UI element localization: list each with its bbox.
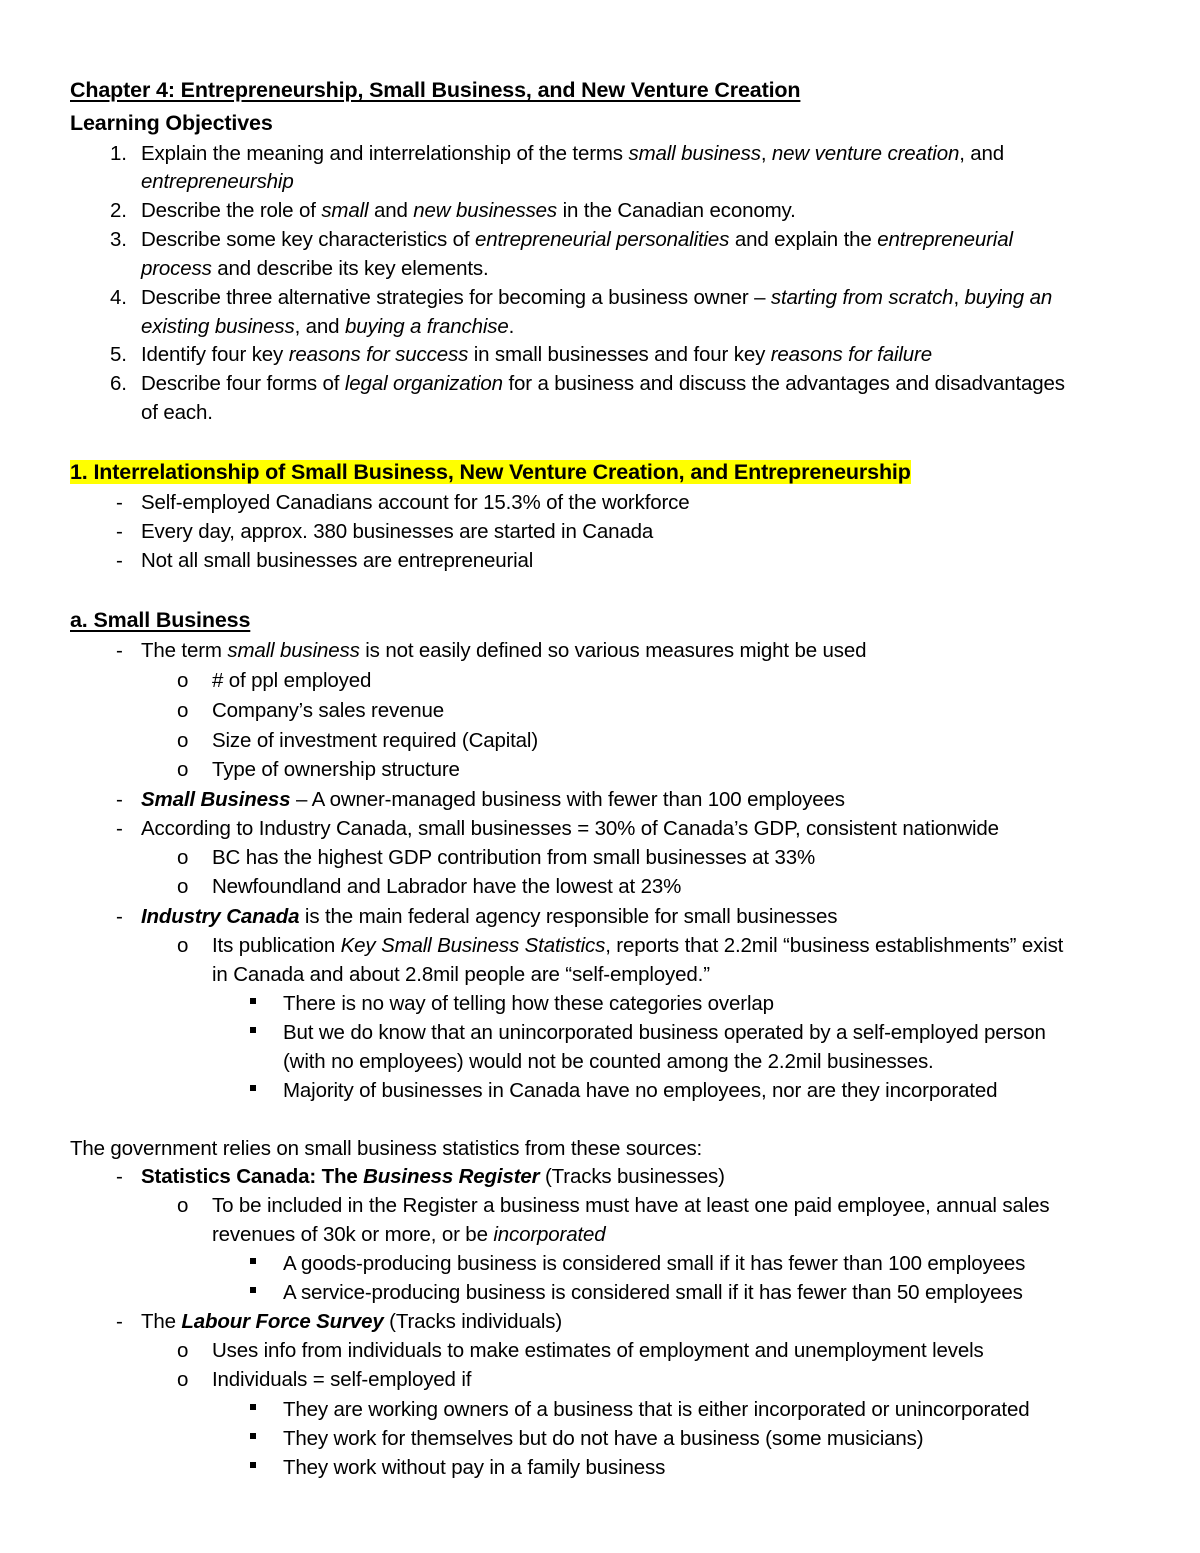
labour-force-survey-source: The Labour Force Survey (Tracks individuals) [141, 1310, 562, 1333]
square-bullet [250, 1258, 256, 1264]
objective-2: Describe the role of small and new businesses in the Canadian economy. [141, 199, 796, 222]
publication-point-cont: (with no employees) would not be counted among the 2.2mil businesses. [283, 1050, 934, 1073]
lfs-point: They work without pay in a family business [283, 1456, 666, 1479]
gdp-sub-item: Newfoundland and Labrador have the lowest at 23% [212, 875, 682, 898]
dash-marker: - [116, 1165, 123, 1188]
section-1-bullet: Self-employed Canadians account for 15.3% of the workforce [141, 491, 690, 514]
publication-statement: Its publication Key Small Business Statistics, reports that 2.2mil “business establishments” exist [212, 934, 1064, 957]
circle-marker: o [177, 758, 189, 781]
square-bullet [250, 1085, 256, 1091]
register-point: A goods-producing business is considered small if it has fewer than 100 employees [283, 1252, 1026, 1275]
section-1-heading: 1. Interrelationship of Small Business, New Venture Creation, and Entrepreneurship [70, 460, 911, 484]
circle-marker: o [177, 934, 189, 957]
objective-number: 3. [110, 228, 127, 251]
circle-marker: o [177, 846, 189, 869]
objective-4: Describe three alternative strategies for becoming a business owner – starting from scratch, buying an [141, 286, 1053, 309]
square-bullet [250, 998, 256, 1004]
objective-number: 5. [110, 343, 127, 366]
objective-number: 1. [110, 142, 127, 165]
square-bullet [250, 1027, 256, 1033]
objective-number: 2. [110, 199, 127, 222]
dash-marker: - [116, 817, 123, 840]
circle-marker: o [177, 1194, 189, 1217]
objective-number: 4. [110, 286, 127, 309]
gdp-statement: According to Industry Canada, small businesses = 30% of Canada’s GDP, consistent nationwide [141, 817, 999, 840]
square-bullet [250, 1287, 256, 1293]
square-bullet [250, 1433, 256, 1439]
objective-6: Describe four forms of legal organization for a business and discuss the advantages and disadvantages [141, 372, 1065, 395]
objective-3-cont: process and describe its key elements. [141, 257, 489, 280]
objective-number: 6. [110, 372, 127, 395]
small-business-definition-intro: The term small business is not easily defined so various measures might be used [141, 639, 867, 662]
section-a-heading: a. Small Business [70, 608, 251, 632]
publication-statement-cont: in Canada and about 2.8mil people are “self-employed.” [212, 963, 710, 986]
lfs-point: They are working owners of a business that is either incorporated or unincorporated [283, 1398, 1030, 1421]
chapter-title: Chapter 4: Entrepreneurship, Small Business, and New Venture Creation [70, 78, 801, 102]
sources-intro: The government relies on small business statistics from these sources: [70, 1137, 703, 1160]
circle-marker: o [177, 699, 189, 722]
circle-marker: o [177, 1339, 189, 1362]
dash-marker: - [116, 788, 123, 811]
circle-marker: o [177, 875, 189, 898]
square-bullet [250, 1404, 256, 1410]
section-1-bullet: Every day, approx. 380 businesses are started in Canada [141, 520, 654, 543]
objective-1-cont: entrepreneurship [141, 170, 294, 193]
industry-canada-statement: Industry Canada is the main federal agency responsible for small businesses [141, 905, 838, 928]
dash-marker: - [116, 520, 123, 543]
objective-3: Describe some key characteristics of entrepreneurial personalities and explain the entrepreneurial [141, 228, 1013, 251]
publication-point: But we do know that an unincorporated business operated by a self-employed person [283, 1021, 1046, 1044]
lfs-point: They work for themselves but do not have a business (some musicians) [283, 1427, 924, 1450]
objective-6-cont: of each. [141, 401, 213, 424]
dash-marker: - [116, 549, 123, 572]
measure-item: # of ppl employed [212, 669, 372, 692]
measure-item: Company’s sales revenue [212, 699, 445, 722]
square-bullet [250, 1462, 256, 1468]
circle-marker: o [177, 729, 189, 752]
section-1-bullet: Not all small businesses are entrepreneurial [141, 549, 534, 572]
lfs-sub-item: Uses info from individuals to make estimates of employment and unemployment levels [212, 1339, 984, 1362]
circle-marker: o [177, 669, 189, 692]
small-business-definition: Small Business – A owner-managed business with fewer than 100 employees [141, 788, 845, 811]
objective-4-cont: existing business, and buying a franchise. [141, 315, 515, 338]
register-criteria-cont: revenues of 30k or more, or be incorporated [212, 1223, 606, 1246]
publication-point: Majority of businesses in Canada have no employees, nor are they incorporated [283, 1079, 998, 1102]
circle-marker: o [177, 1368, 189, 1391]
publication-point: There is no way of telling how these categories overlap [283, 992, 774, 1015]
objective-1: Explain the meaning and interrelationship of the terms small business, new venture creation, and [141, 142, 1005, 165]
lfs-sub-item: Individuals = self-employed if [212, 1368, 472, 1391]
statistics-canada-source: Statistics Canada: The Business Register (Tracks businesses) [141, 1165, 725, 1188]
measure-item: Type of ownership structure [212, 758, 460, 781]
measure-item: Size of investment required (Capital) [212, 729, 539, 752]
register-point: A service-producing business is considered small if it has fewer than 50 employees [283, 1281, 1023, 1304]
objective-5: Identify four key reasons for success in small businesses and four key reasons for failure [141, 343, 932, 366]
objectives-heading: Learning Objectives [70, 111, 273, 135]
dash-marker: - [116, 491, 123, 514]
register-criteria: To be included in the Register a business must have at least one paid employee, annual sales [212, 1194, 1050, 1217]
dash-marker: - [116, 639, 123, 662]
gdp-sub-item: BC has the highest GDP contribution from small businesses at 33% [212, 846, 816, 869]
dash-marker: - [116, 1310, 123, 1333]
dash-marker: - [116, 905, 123, 928]
